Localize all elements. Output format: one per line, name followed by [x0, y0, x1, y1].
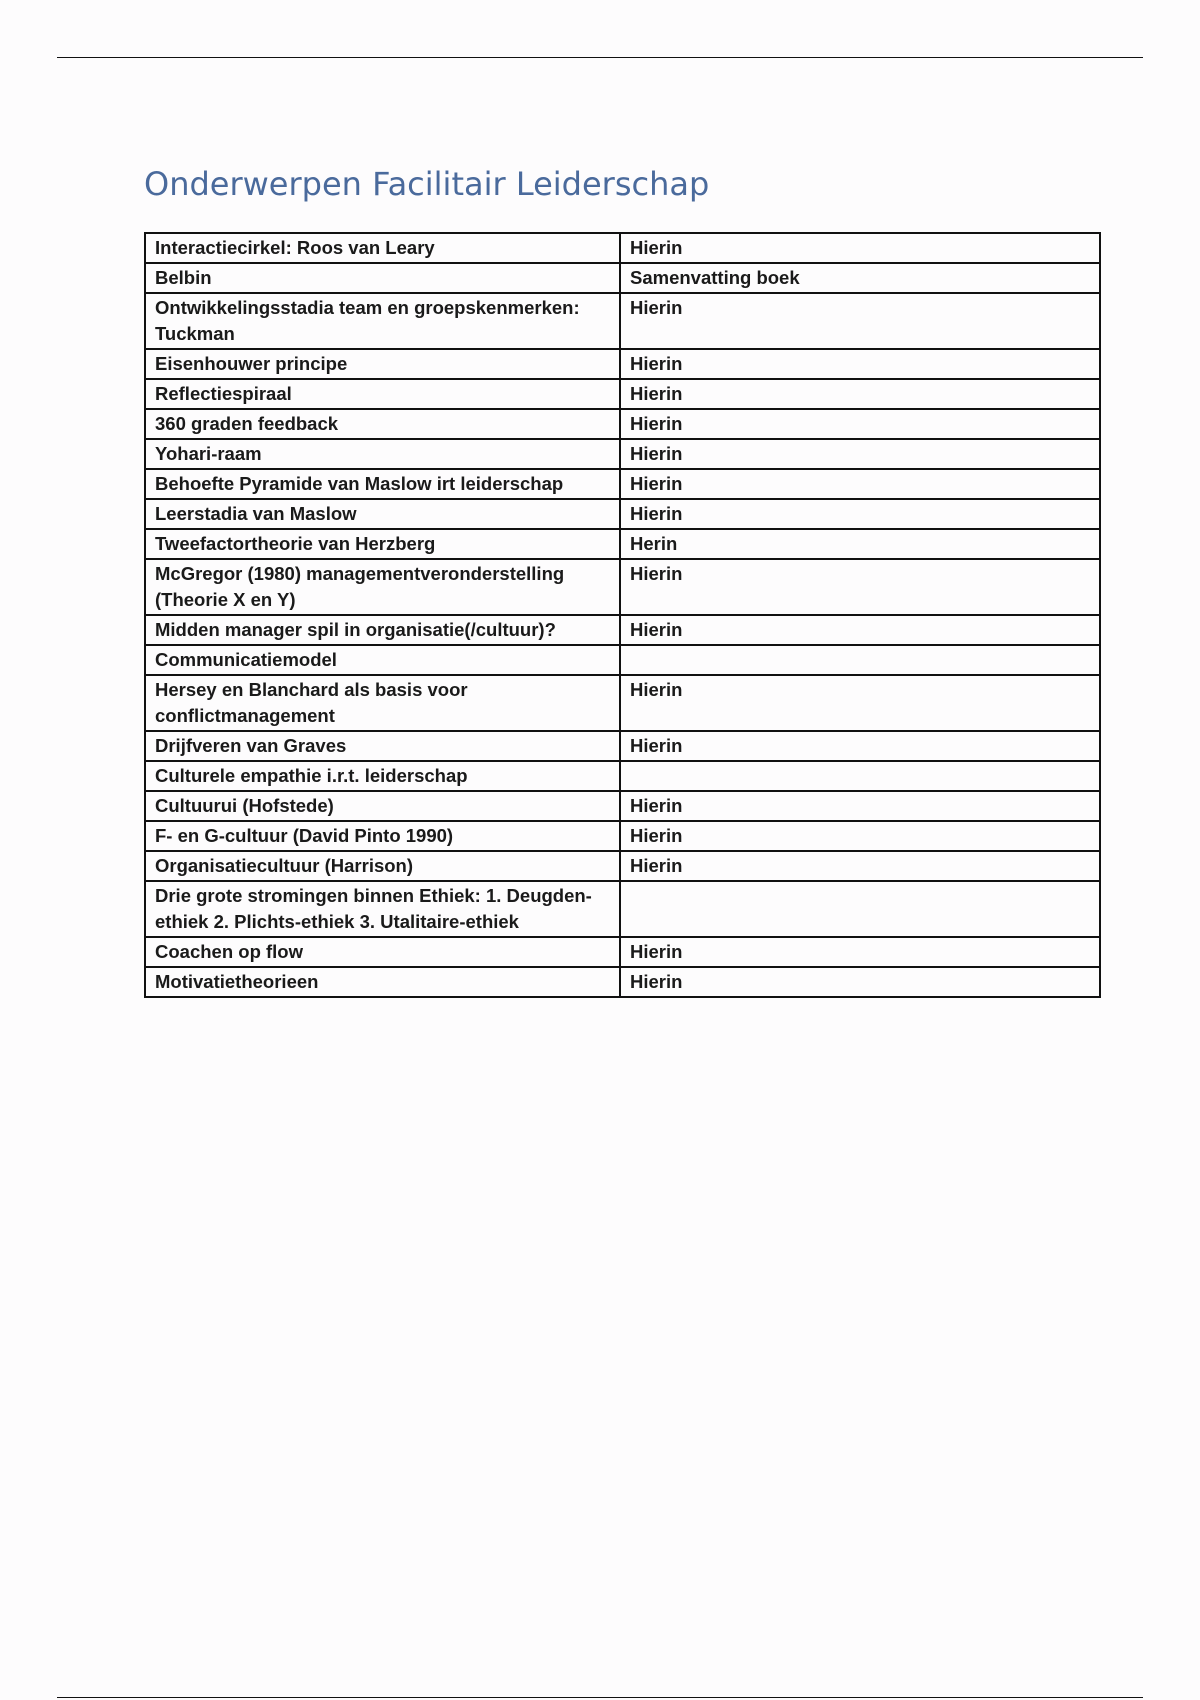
table-row	[145, 821, 1100, 851]
table-row	[145, 675, 1100, 731]
topics-table	[144, 232, 1101, 998]
table-row	[145, 881, 1100, 937]
topic-cell: Culturele empathie i.r.t. leiderschap	[145, 761, 620, 791]
header-rule	[57, 57, 1143, 58]
location-cell: Hierin	[620, 791, 1100, 821]
table-row	[145, 233, 1100, 263]
topic-cell: Drie grote stromingen binnen Ethiek: 1. Deugden-ethiek 2. Plichts-ethiek 3. Utalitaire-ethiek	[145, 881, 620, 937]
topic-cell: Coachen op flow	[145, 937, 620, 967]
table-row	[145, 731, 1100, 761]
topic-cell: Cultuurui (Hofstede)	[145, 791, 620, 821]
topic-cell: Tweefactortheorie van Herzberg	[145, 529, 620, 559]
location-cell: Hierin	[620, 349, 1100, 379]
table-row	[145, 967, 1100, 997]
table-row	[145, 645, 1100, 675]
location-cell: Herin	[620, 529, 1100, 559]
topic-cell: McGregor (1980) managementveronderstelling (Theorie X en Y)	[145, 559, 620, 615]
topic-cell: Organisatiecultuur (Harrison)	[145, 851, 620, 881]
location-cell: Hierin	[620, 233, 1100, 263]
location-cell: Hierin	[620, 615, 1100, 645]
topic-cell: Eisenhouwer principe	[145, 349, 620, 379]
topic-cell: Hersey en Blanchard als basis voor conflictmanagement	[145, 675, 620, 731]
location-cell	[620, 881, 1100, 937]
location-cell: Hierin	[620, 469, 1100, 499]
location-cell: Hierin	[620, 379, 1100, 409]
topic-cell: Behoefte Pyramide van Maslow irt leiderschap	[145, 469, 620, 499]
topic-cell: Interactiecirkel: Roos van Leary	[145, 233, 620, 263]
location-cell: Hierin	[620, 675, 1100, 731]
location-cell	[620, 645, 1100, 675]
topic-cell: Communicatiemodel	[145, 645, 620, 675]
topic-cell: Drijfveren van Graves	[145, 731, 620, 761]
location-cell: Hierin	[620, 967, 1100, 997]
table-row	[145, 499, 1100, 529]
topic-cell: Motivatietheorieen	[145, 967, 620, 997]
topic-cell: 360 graden feedback	[145, 409, 620, 439]
location-cell: Hierin	[620, 937, 1100, 967]
topic-cell: Reflectiespiraal	[145, 379, 620, 409]
page-title: Onderwerpen Facilitair Leiderschap	[144, 165, 710, 203]
table-row	[145, 409, 1100, 439]
location-cell: Hierin	[620, 851, 1100, 881]
location-cell: Hierin	[620, 293, 1100, 349]
location-cell: Hierin	[620, 559, 1100, 615]
table-row	[145, 559, 1100, 615]
table-row	[145, 469, 1100, 499]
location-cell	[620, 761, 1100, 791]
location-cell: Hierin	[620, 499, 1100, 529]
table-row	[145, 851, 1100, 881]
table-row	[145, 263, 1100, 293]
location-cell: Hierin	[620, 409, 1100, 439]
topic-cell: Ontwikkelingsstadia team en groepskenmerken: Tuckman	[145, 293, 620, 349]
table-row	[145, 937, 1100, 967]
topic-cell: Midden manager spil in organisatie(/cultuur)?	[145, 615, 620, 645]
location-cell: Samenvatting boek	[620, 263, 1100, 293]
topic-cell: Leerstadia van Maslow	[145, 499, 620, 529]
topic-cell: F- en G-cultuur (David Pinto 1990)	[145, 821, 620, 851]
table-row	[145, 615, 1100, 645]
table-row	[145, 761, 1100, 791]
topic-cell: Yohari-raam	[145, 439, 620, 469]
location-cell: Hierin	[620, 821, 1100, 851]
location-cell: Hierin	[620, 439, 1100, 469]
topic-cell: Belbin	[145, 263, 620, 293]
table-row	[145, 529, 1100, 559]
table-row	[145, 293, 1100, 349]
table-row	[145, 349, 1100, 379]
location-cell: Hierin	[620, 731, 1100, 761]
footer-rule	[57, 1697, 1143, 1698]
table-row	[145, 791, 1100, 821]
table-row	[145, 379, 1100, 409]
table-row	[145, 439, 1100, 469]
